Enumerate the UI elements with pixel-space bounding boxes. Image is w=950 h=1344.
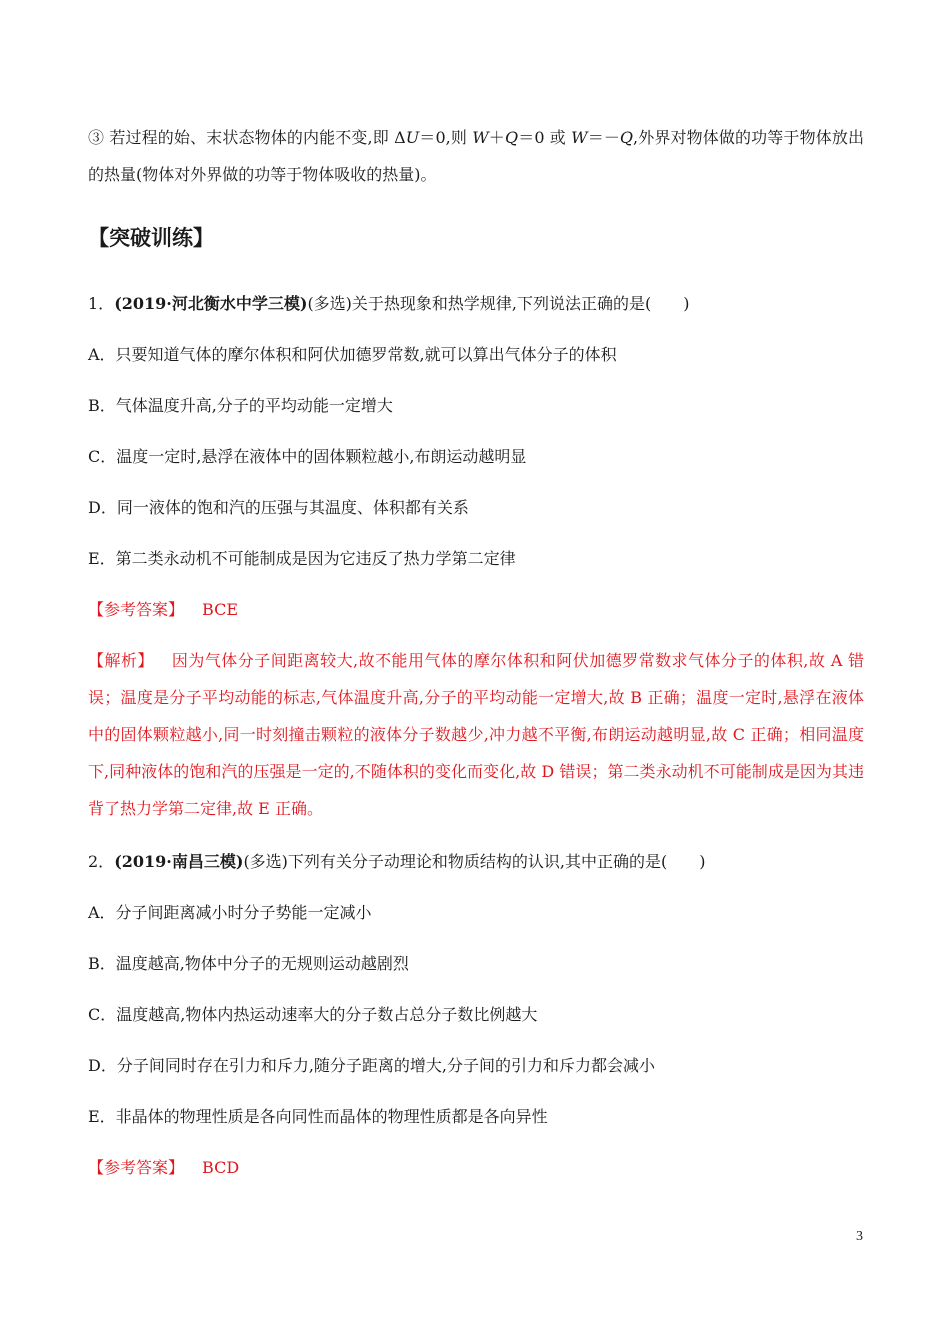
page-number: 3 bbox=[856, 1229, 863, 1244]
answer-value: BCD bbox=[202, 1158, 240, 1177]
var-w: W bbox=[472, 128, 489, 147]
var-u: U bbox=[405, 128, 420, 147]
question-2-stem bbox=[88, 851, 864, 873]
q1-option-c: C．温度一定时,悬浮在液体中的固体颗粒越小,布朗运动越明显 bbox=[88, 447, 527, 466]
intro-text-b: ＝0,则 bbox=[419, 128, 473, 147]
q2-answer bbox=[88, 1157, 864, 1179]
question-1-stem bbox=[88, 293, 864, 315]
intro-text-d: ＝0 或 bbox=[518, 128, 572, 147]
var-q: Q bbox=[619, 128, 633, 147]
q1-answer bbox=[88, 599, 864, 621]
question-number: 1． bbox=[88, 294, 115, 313]
question-stem: (多选)下列有关分子动理论和物质结构的认识,其中正确的是( ) bbox=[243, 852, 706, 871]
question-source: (2019·南昌三模) bbox=[114, 852, 244, 871]
intro-text-e: ＝－ bbox=[587, 128, 620, 147]
question-source: (2019·河北衡水中学三模) bbox=[114, 294, 308, 313]
question-number: 2． bbox=[88, 852, 115, 871]
intro-text-f: ,外界对物体做的功等于物体放出的热量(物体对外界做的功等于物体吸收的热量)。 bbox=[88, 128, 864, 184]
circled-number: ③ bbox=[88, 128, 105, 147]
var-w: W bbox=[571, 128, 588, 147]
intro-text-c: ＋ bbox=[488, 128, 505, 147]
analysis-label: 【解析】 bbox=[88, 651, 154, 670]
q2-option-e: E．非晶体的物理性质是各向同性而晶体的物理性质都是各向异性 bbox=[88, 1107, 548, 1126]
q1-option-a: A．只要知道气体的摩尔体积和阿伏加德罗常数,就可以算出气体分子的体积 bbox=[88, 345, 617, 364]
q1-option-b: B．气体温度升高,分子的平均动能一定增大 bbox=[88, 396, 393, 415]
q2-option-c: C．温度越高,物体内热运动速率大的分子数占总分子数比例越大 bbox=[88, 1005, 538, 1024]
q1-option-e: E．第二类永动机不可能制成是因为它违反了热力学第二定律 bbox=[88, 549, 516, 568]
q2-option-b: B．温度越高,物体中分子的无规则运动越剧烈 bbox=[88, 954, 409, 973]
section-title: 【突破训练】 bbox=[88, 226, 214, 250]
answer-label: 【参考答案】 bbox=[88, 600, 185, 619]
intro-text-a: 若过程的始、末状态物体的内能不变,即 Δ bbox=[104, 128, 406, 147]
answer-value: BCE bbox=[202, 600, 238, 619]
q2-option-d: D．分子间同时存在引力和斥力,随分子距离的增大,分子间的引力和斥力都会减小 bbox=[88, 1056, 656, 1075]
answer-label: 【参考答案】 bbox=[88, 1158, 185, 1177]
var-q: Q bbox=[504, 128, 519, 147]
q1-analysis bbox=[88, 642, 864, 827]
question-stem: (多选)关于热现象和热学规律,下列说法正确的是( ) bbox=[307, 294, 690, 313]
q2-option-a: A．分子间距离减小时分子势能一定减小 bbox=[88, 903, 372, 922]
q1-option-d: D．同一液体的饱和汽的压强与其温度、体积都有关系 bbox=[88, 498, 469, 517]
intro-paragraph bbox=[88, 119, 864, 193]
analysis-text: 因为气体分子间距离较大,故不能用气体的摩尔体积和阿伏加德罗常数求气体分子的体积,故 A 错误；温度是分子平均动能的标志,气体温度升高,分子的平均动能一定增大,故 B 正确；温度一定时,悬浮在液体中的固体颗粒越小,同一时刻撞击颗粒的液体分子数越少,冲力越不平衡,布朗运动越明显,故 C 正确；相同温度下,同种液体的饱和汽的压强是一定的,不随体积的变化而变化,故 D 错误；第二类永动机不可能制成是因为其违背了热力学第二定律,故 E 正确。 bbox=[88, 651, 864, 818]
